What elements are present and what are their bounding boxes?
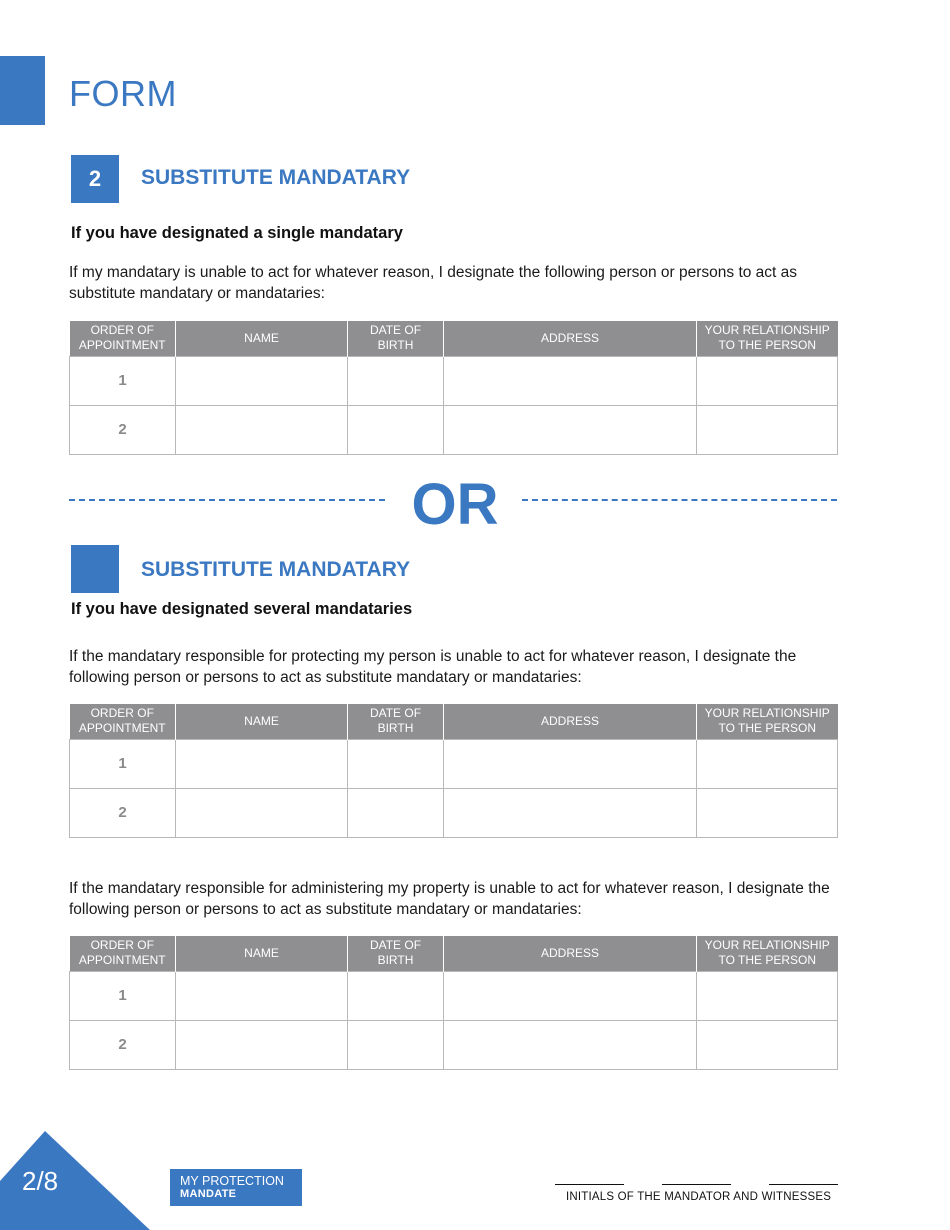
relationship-cell[interactable] — [697, 971, 838, 1020]
row-order-number: 2 — [70, 1020, 176, 1069]
address-cell[interactable] — [444, 405, 697, 454]
section-heading: SUBSTITUTE MANDATARY — [141, 558, 411, 581]
address-cell[interactable] — [444, 971, 697, 1020]
or-divider-text: OR — [411, 472, 499, 537]
name-cell[interactable] — [176, 971, 348, 1020]
col-header-relationship: YOUR RELATIONSHIP TO THE PERSON — [697, 321, 838, 356]
col-header-order: ORDER OF APPOINTMENT — [70, 321, 176, 356]
section-subheading: If you have designated a single mandatary — [71, 224, 403, 242]
or-divider-left-line — [69, 499, 385, 501]
col-header-relationship: YOUR RELATIONSHIP TO THE PERSON — [697, 936, 838, 971]
page-number: 2/8 — [22, 1166, 59, 1196]
table-row — [70, 739, 838, 788]
address-cell[interactable] — [444, 788, 697, 837]
col-header-address: ADDRESS — [444, 704, 697, 739]
col-header-name: NAME — [176, 704, 348, 739]
col-header-relationship: YOUR RELATIONSHIP TO THE PERSON — [697, 704, 838, 739]
col-header-address: ADDRESS — [444, 936, 697, 971]
col-header-dob: DATE OF BIRTH — [348, 704, 444, 739]
row-order-number: 1 — [70, 739, 176, 788]
section-number-badge — [71, 545, 119, 593]
dob-cell[interactable] — [348, 971, 444, 1020]
dob-cell[interactable] — [348, 356, 444, 405]
logo-text-top: MY PROTECTION — [180, 1174, 284, 1188]
initials-line-witness-2[interactable] — [769, 1184, 838, 1185]
section-heading: SUBSTITUTE MANDATARY — [141, 166, 411, 189]
relationship-cell[interactable] — [697, 1020, 838, 1069]
section-number-badge: 2 — [71, 155, 119, 203]
col-header-dob: DATE OF BIRTH — [348, 936, 444, 971]
table-row — [70, 405, 838, 454]
row-order-number: 2 — [70, 788, 176, 837]
dob-cell[interactable] — [348, 788, 444, 837]
initials-label: INITIALS OF THE MANDATOR AND WITNESSES — [566, 1191, 832, 1203]
dob-cell[interactable] — [348, 739, 444, 788]
name-cell[interactable] — [176, 405, 348, 454]
row-order-number: 2 — [70, 405, 176, 454]
substitute-table-person — [69, 704, 838, 838]
brand-logo — [170, 1169, 302, 1206]
relationship-cell[interactable] — [697, 788, 838, 837]
row-order-number: 1 — [70, 356, 176, 405]
table-row — [70, 1020, 838, 1069]
table-row — [70, 971, 838, 1020]
page-title: FORM — [69, 73, 177, 114]
section-paragraph: If my mandatary is unable to act for whatever reason, I designate the following person or persons to act as substitute mandatary or mandataries: — [69, 264, 798, 302]
dob-cell[interactable] — [348, 1020, 444, 1069]
row-order-number: 1 — [70, 971, 176, 1020]
substitute-table-property — [69, 936, 838, 1070]
relationship-cell[interactable] — [697, 405, 838, 454]
or-divider-right-line — [522, 499, 837, 501]
table-row — [70, 788, 838, 837]
address-cell[interactable] — [444, 1020, 697, 1069]
address-cell[interactable] — [444, 739, 697, 788]
col-header-name: NAME — [176, 321, 348, 356]
name-cell[interactable] — [176, 356, 348, 405]
section-paragraph: If the mandatary responsible for administering my property is unable to act for whatever reason, I designate the following person or persons to act as substitute mandatary or mandataries: — [69, 880, 830, 918]
col-header-order: ORDER OF APPOINTMENT — [70, 704, 176, 739]
section-subheading: If you have designated several mandataries — [71, 600, 413, 618]
address-cell[interactable] — [444, 356, 697, 405]
relationship-cell[interactable] — [697, 739, 838, 788]
table-row — [70, 356, 838, 405]
logo-text-bottom: MANDATE — [180, 1188, 237, 1200]
side-accent-bar — [0, 56, 45, 125]
substitute-table-single — [69, 321, 838, 455]
col-header-address: ADDRESS — [444, 321, 697, 356]
dob-cell[interactable] — [348, 405, 444, 454]
relationship-cell[interactable] — [697, 356, 838, 405]
col-header-name: NAME — [176, 936, 348, 971]
col-header-order: ORDER OF APPOINTMENT — [70, 936, 176, 971]
col-header-dob: DATE OF BIRTH — [348, 321, 444, 356]
name-cell[interactable] — [176, 788, 348, 837]
name-cell[interactable] — [176, 739, 348, 788]
section-paragraph: If the mandatary responsible for protecting my person is unable to act for whatever reason, I designate the following person or persons to act as substitute mandatary or mandataries: — [69, 648, 797, 686]
initials-line-witness-1[interactable] — [662, 1184, 731, 1185]
name-cell[interactable] — [176, 1020, 348, 1069]
initials-line-mandator[interactable] — [555, 1184, 624, 1185]
